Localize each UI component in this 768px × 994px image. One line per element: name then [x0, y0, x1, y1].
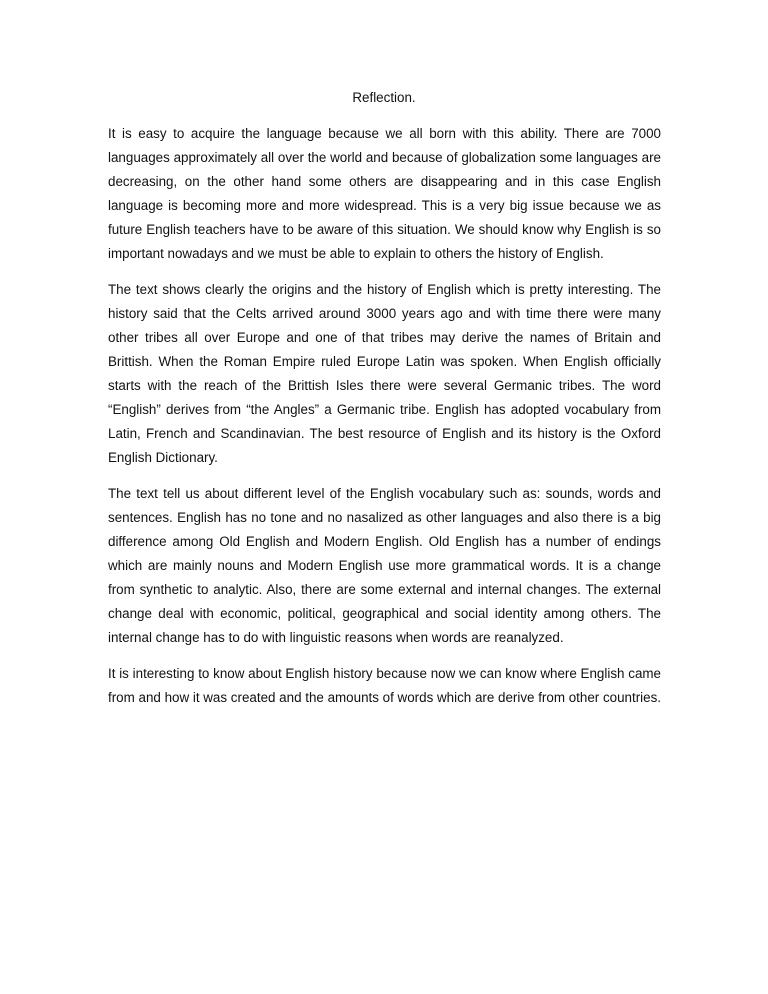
page-title: Reflection. — [352, 90, 416, 105]
paragraph-3: The text tell us about different level of the English vocabulary such as: sounds, words and sentences. English has no tone and no nasalized as other languages and also there is a big difference among Old English and Modern English. Old English has a number of endings which are mainly nouns and Modern English use more grammatical words. It is a change from synthetic to analytic. Also, there are some external and internal changes. The external change deal with economic, political, geographical and social identity among others. The internal change has to do with linguistic reasons when words are reanalyzed. — [108, 486, 661, 645]
paragraph-1: It is easy to acquire the language because we all born with this ability. There are 7000 languages approximately all over the world and because of globalization some languages are decreasing, on the other hand some others are disappearing and in this case English language is becoming more and more widespread. This is a very big issue because we as future English teachers have to be aware of this situation. We should know why English is so important nowadays and we must be able to explain to others the history of English. — [108, 126, 661, 261]
document-body — [108, 122, 661, 722]
paragraph-2: The text shows clearly the origins and the history of English which is pretty interesting. The history said that the Celts arrived around 3000 years ago and with time there were many other tribes all over Europe and one of that tribes may derive the names of Britain and Brittish. When the Roman Empire ruled Europe Latin was spoken. When English officially starts with the reach of the Brittish Isles there were several Germanic tribes. The word “English” derives from “the Angles” a Germanic tribe. English has adopted vocabulary from Latin, French and Scandinavian. The best resource of English and its history is the Oxford English Dictionary. — [108, 282, 661, 465]
paragraph-4: It is interesting to know about English history because now we can know where English came from and how it was created and the amounts of words which are derive from other countries. — [108, 666, 662, 705]
